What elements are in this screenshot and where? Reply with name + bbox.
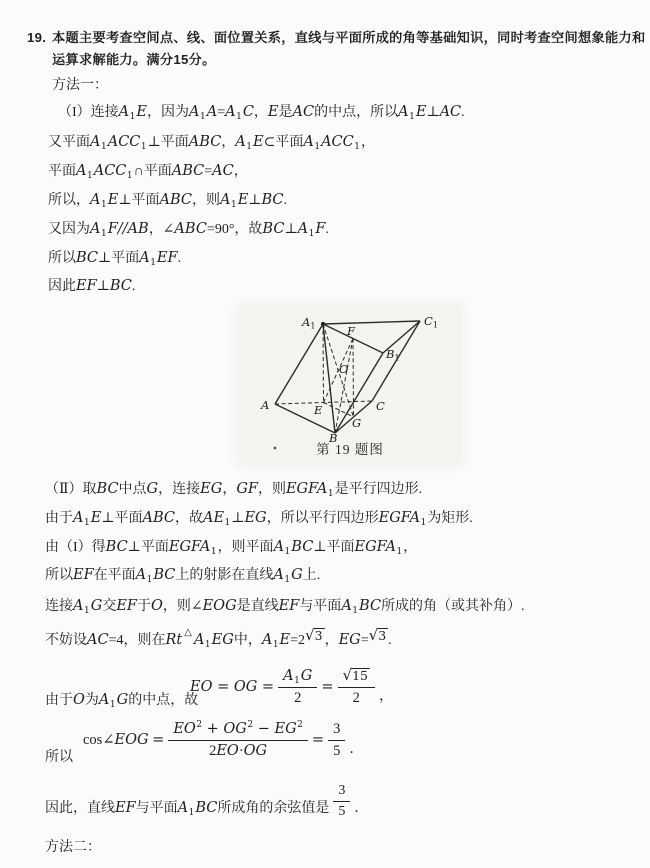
vertex-label-B1: $B_1$ [386, 347, 400, 363]
step-line: 又平面$A_1ACC_1\perp$平面ABC，$A_1E\subset$平面$A_1ACC_1$， [48, 134, 375, 152]
method-two-heading: 方法二： [45, 840, 101, 855]
vertex-dot [321, 322, 325, 326]
intro-line-2: 运算求解能力。满分15分。 [52, 52, 216, 67]
prism-figure-svg [240, 306, 460, 456]
dashed-edge-A1E [323, 324, 324, 403]
vertex-label-G: G [352, 416, 362, 430]
step-line: 由于O为$A_1G$的中点，故 [45, 692, 199, 710]
vertex-label-A: A [261, 398, 270, 412]
fraction: $\frac{√15}{2}$ [338, 668, 375, 706]
fraction: $\frac{A_1G}{2}$ [278, 668, 317, 706]
step-line: 所以BC⊥平面$A_1EF$. [48, 250, 182, 268]
formula-eo-og: EO = OG = $\frac{A_1G}{2}$ = $\frac{√15}{2}$ ， [190, 666, 394, 706]
method-one-heading: 方法一： [52, 78, 108, 93]
solid-edge-AA1 [275, 324, 323, 404]
solid-edge-A1C1 [323, 321, 420, 324]
solid-edge-AB [275, 404, 335, 433]
fraction: $\frac{3}{5}$ [333, 783, 350, 820]
step-line: 不妨设AC=4，则在Rt △ $A_1EG$中，$A_1E=2√3$ ，EG=√3 . [45, 626, 392, 650]
vertex-label-E: E [314, 403, 323, 417]
fraction: $\frac{EO^2 + OG^2 - EG^2}{2EO\cdot OG}$ [168, 721, 308, 759]
step-line: 所以，$A_1E\perp$平面ABC，则$A_1E\perp BC$. [48, 192, 287, 210]
solid-edge-A1B [323, 324, 335, 433]
fraction: $\frac{3}{5}$ [328, 721, 345, 759]
vertex-label-C1: $C_1$ [424, 314, 438, 330]
step-line: 又因为$A_1F//AB$，∠ABC=90°，故$BC\perp A_1F$. [48, 221, 329, 239]
vertex-label-O: O [339, 362, 349, 376]
step-line: 所以EF在平面$A_1BC$上的射影在直线$A_1G$上. [45, 567, 321, 585]
intro-line-1: 本题主要考查空间点、线、面位置关系，直线与平面所成的角等基础知识，同时考查空间想象能力和 [52, 30, 646, 45]
conclusion-line: 因此，直线EF与平面$A_1BC$所成角的余弦值是 $\frac{3}{5}$ ． [45, 783, 369, 820]
vertex-label-C: C [376, 399, 385, 413]
figure-19 [240, 306, 460, 464]
vertex-label-B: B [329, 431, 338, 445]
step-line: 由（I）得BC⊥平面$EGFA_1$，则平面$A_1BC\perp$平面$EGFA_1$， [45, 539, 418, 557]
figure-caption: 第 19 题图 [316, 442, 384, 457]
dashed-edge-FG [353, 339, 354, 418]
step-line: （I）连接$A_1E$，因为$A_1A=A_1C$，E是AC的中点，所以$A_1E\perp AC$. [58, 104, 465, 122]
step-line: （Ⅱ）取BC中点G，连接EG，GF，则$EGFA_1$是平行四边形. [45, 481, 423, 499]
formula-cos-eog: cos∠EOG = $\frac{EO^2 + OG^2 - EG^2}{2EO\cdot OG}$ = $\frac{3}{5}$ ． [83, 720, 364, 759]
step-line: 因此EF⊥BC. [48, 278, 136, 294]
step-line: 平面$A_1ACC_1\cap$平面ABC=AC， [48, 163, 248, 181]
problem-number: 19. [27, 30, 47, 45]
step-line: 由于$A_1E\perp$平面ABC，故$AE_1\perp EG$，所以平行四边形$EGFA_1$为矩形. [45, 510, 473, 528]
step-line: 所以 [45, 750, 73, 765]
vertex-label-A1: $A_1$ [302, 315, 316, 331]
step-line: 连接$A_1G$交EF于O，则∠EOG是直线EF与平面$A_1BC$所成的角（或其补角）. [45, 598, 525, 616]
vertex-label-F: F [347, 324, 355, 338]
